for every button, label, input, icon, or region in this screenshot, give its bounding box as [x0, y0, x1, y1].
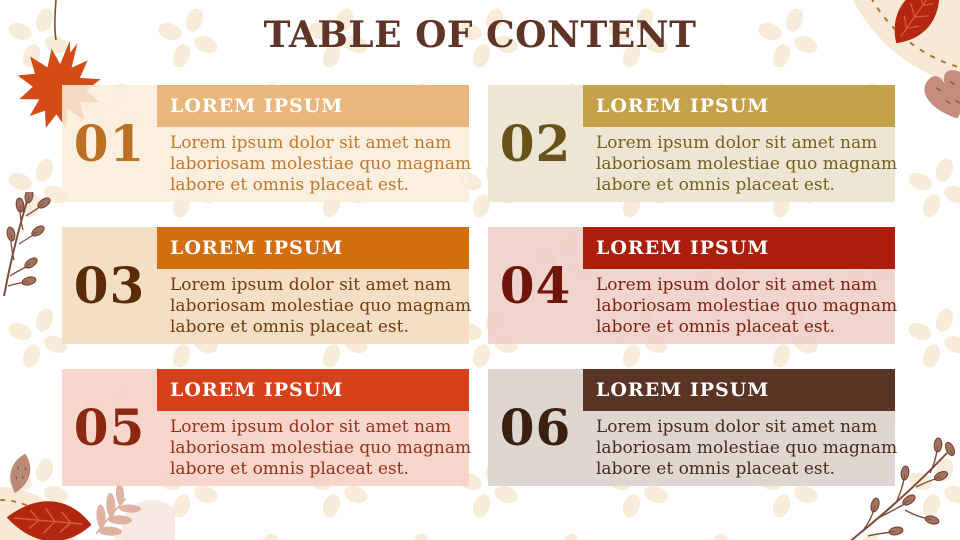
- section-body: [157, 127, 472, 196]
- section-heading-bar: [583, 227, 895, 269]
- section-body: [157, 411, 472, 480]
- section-heading-bar: [157, 85, 469, 127]
- toc-card-04: [488, 227, 898, 344]
- body-line: Lorem ipsum dolor sit amet nam: [596, 275, 878, 295]
- body-line: Lorem ipsum dolor sit amet nam: [170, 275, 452, 295]
- section-number: 06: [499, 398, 572, 457]
- body-line: labore et omnis placeat est.: [596, 317, 835, 337]
- section-number: 05: [73, 398, 146, 457]
- section-number: 02: [499, 114, 572, 173]
- body-line: labore et omnis placeat est.: [596, 459, 835, 479]
- toc-card-02: [488, 85, 898, 202]
- body-line: laboriosam molestiae quo magnam: [596, 438, 898, 458]
- section-body: [583, 411, 898, 480]
- section-heading: LOREM IPSUM: [170, 379, 344, 401]
- section-heading-bar: [583, 369, 895, 411]
- body-line: laboriosam molestiae quo magnam: [170, 438, 472, 458]
- section-number: 03: [73, 256, 146, 315]
- body-line: labore et omnis placeat est.: [596, 175, 835, 195]
- body-line: labore et omnis placeat est.: [170, 459, 409, 479]
- body-line: laboriosam molestiae quo magnam: [170, 296, 472, 316]
- page-title: TABLE OF CONTENT: [263, 14, 697, 56]
- body-line: labore et omnis placeat est.: [170, 175, 409, 195]
- toc-card-06: [488, 369, 898, 486]
- body-line: laboriosam molestiae quo magnam: [170, 154, 472, 174]
- toc-card-01: [62, 85, 472, 202]
- section-heading-bar: [157, 227, 469, 269]
- section-body: [583, 127, 898, 196]
- berry-twig-icon: [0, 192, 55, 297]
- body-line: Lorem ipsum dolor sit amet nam: [170, 417, 452, 437]
- section-heading: LOREM IPSUM: [170, 237, 344, 259]
- toc-card-05: [62, 369, 472, 486]
- section-heading: LOREM IPSUM: [596, 95, 770, 117]
- section-heading: LOREM IPSUM: [596, 237, 770, 259]
- body-line: Lorem ipsum dolor sit amet nam: [170, 133, 452, 153]
- body-line: Lorem ipsum dolor sit amet nam: [596, 417, 878, 437]
- toc-card-03: [62, 227, 472, 344]
- section-body: [583, 269, 898, 338]
- body-line: laboriosam molestiae quo magnam: [596, 154, 898, 174]
- section-body: [157, 269, 472, 338]
- section-number: 01: [73, 114, 146, 173]
- section-heading: LOREM IPSUM: [170, 95, 344, 117]
- body-line: Lorem ipsum dolor sit amet nam: [596, 133, 878, 153]
- section-number: 04: [499, 256, 572, 315]
- body-line: laboriosam molestiae quo magnam: [596, 296, 898, 316]
- section-heading-bar: [583, 85, 895, 127]
- body-line: labore et omnis placeat est.: [170, 317, 409, 337]
- section-heading: LOREM IPSUM: [596, 379, 770, 401]
- section-heading-bar: [157, 369, 469, 411]
